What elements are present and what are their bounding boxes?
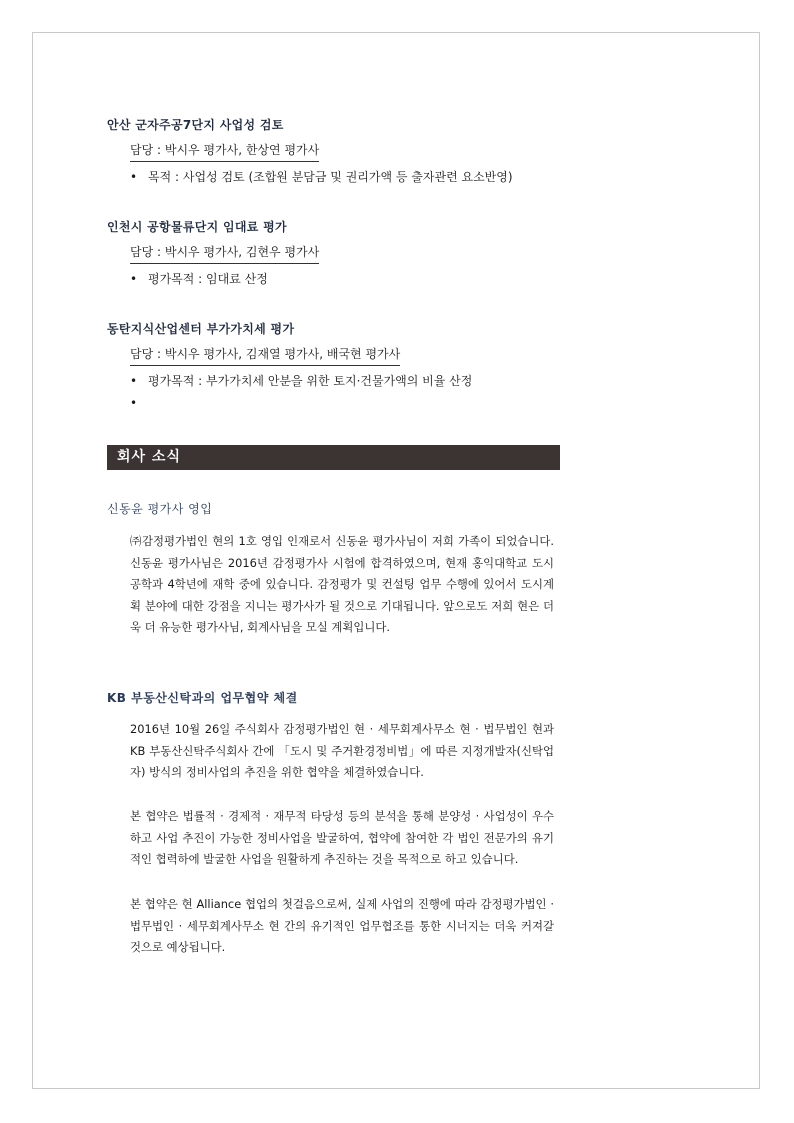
project-owner: 담당 : 박시우 평가사, 김재열 평가사, 배국현 평가사 — [130, 345, 400, 366]
project-title: 인천시 공항물류단지 임대료 평가 — [107, 220, 287, 234]
bullet-text: 평가목적 : 부가가치세 안분을 위한 토지·건물가액의 비율 산정 — [148, 374, 473, 388]
bullet-text: 평가목적 : 임대료 산정 — [148, 272, 268, 286]
news-paragraph: 본 협약은 현 Alliance 협업의 첫걸음으로써, 실제 사업의 진행에 따라 감정평가법인 · 법무법인 · 세무회계사무소 현 간의 유기적인 업무협조를 통한 시너지는 더욱 커져갈 것으로 예상됩니다. — [130, 897, 554, 955]
section-header-company-news: 회사 소식 — [107, 445, 560, 470]
project-bullet — [130, 372, 472, 389]
bullet-dot-icon: • — [130, 170, 138, 184]
news-title: KB 부동산신탁과의 업무협약 체결 — [107, 691, 298, 705]
bullet-text: 목적 : 사업성 검토 (조합원 분담금 및 권리가액 등 출자관련 요소반영) — [148, 170, 513, 184]
bullet-dot-icon: • — [130, 374, 138, 388]
project-title: 안산 군자주공7단지 사업성 검토 — [107, 118, 284, 132]
news-title: 신동윤 평가사 영입 — [107, 502, 213, 516]
project-owner: 담당 : 박시우 평가사, 김현우 평가사 — [130, 243, 319, 264]
project-owner: 담당 : 박시우 평가사, 한상연 평가사 — [130, 141, 319, 162]
news-paragraph: ㈜감정평가법인 현의 1호 영입 인재로서 신동윤 평가사님이 저희 가족이 되었습니다. 신동윤 평가사님은 2016년 감정평가사 시험에 합격하였으며, 현재 홍익대학교 도시공학과 4학년에 재학 중에 있습니다. 감정평가 및 컨설팅 업무 수행에 있어서 도시계획 분야에 대한 강점을 지니는 평가사가 될 것으로 기대됩니다. 앞으로도 저희 현은 더욱 더 유능한 평가사님, 회계사님을 모실 계획입니다. — [130, 534, 554, 635]
news-paragraph: 본 협약은 법률적 · 경제적 · 재무적 타당성 등의 분석을 통해 분양성 · 사업성이 우수하고 사업 추진이 가능한 정비사업을 발굴하여, 협약에 참여한 각 법인 전문가의 유기적인 협력하에 발굴한 사업을 원활하게 추진하는 것을 목적으로 하고 있습니다. — [130, 809, 554, 867]
bullet-dot-icon: • — [130, 396, 138, 410]
project-bullet — [130, 168, 513, 185]
project-title: 동탄지식산업센터 부가가치세 평가 — [107, 322, 295, 336]
project-bullet-empty — [130, 396, 148, 410]
bullet-dot-icon: • — [130, 272, 138, 286]
news-paragraph: 2016년 10월 26일 주식회사 감정평가법인 현 · 세무회계사무소 현 · 법무법인 현과 KB 부동산신탁주식회사 간에 「도시 및 주거환경정비법」에 따른 지정개발자(신탁업자) 방식의 정비사업의 추진을 위한 협약을 체결하였습니다. — [130, 722, 554, 780]
project-bullet — [130, 270, 268, 287]
